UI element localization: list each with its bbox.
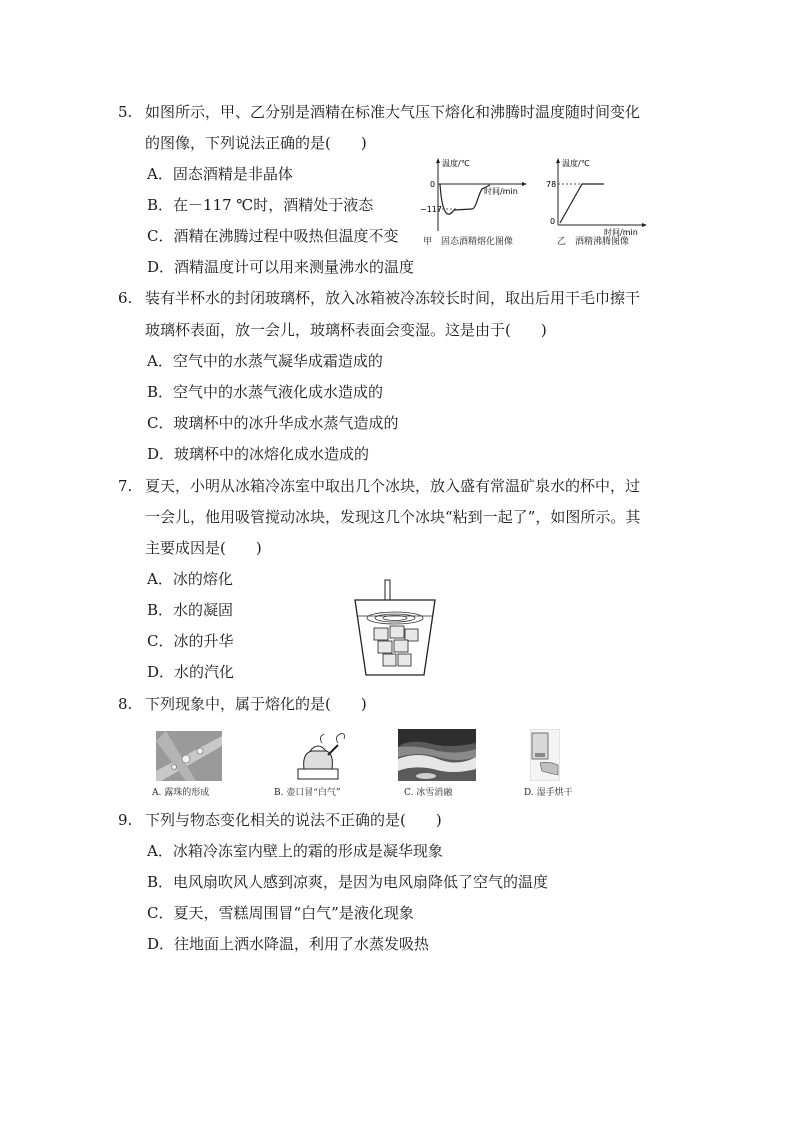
y-axis-label: 温度/℃ [562, 159, 590, 168]
option-d: D．往地面上洒水降温，利用了水蒸发吸热 [147, 935, 430, 953]
question-text-line: 的图像，下列说法正确的是( ) [145, 134, 367, 152]
x-axis-label: 时间/min [484, 187, 518, 196]
x-axis-arrow [522, 182, 527, 186]
option-b: B．在－117 ℃时，酒精处于液态 [147, 196, 374, 214]
stove [298, 769, 338, 779]
y-axis-label: 温度/℃ [442, 159, 470, 168]
steam [336, 734, 344, 743]
hand-dryer-photo [530, 729, 560, 781]
ice-cube [394, 640, 408, 652]
option-c: C．酒精在沸腾过程中吸热但温度不变 [147, 227, 399, 245]
option-b: B．水的凝固 [147, 601, 234, 619]
question-text-line: 下列现象中，属于熔化的是( ) [145, 695, 367, 713]
y-axis-arrow [556, 158, 560, 163]
melting-graph [420, 155, 530, 237]
cup-illustration [350, 578, 440, 678]
question-number: 6. [118, 289, 133, 307]
snow-patch [416, 773, 436, 779]
tick-label: 0 [430, 180, 436, 189]
y-axis-arrow [436, 158, 440, 163]
option-b: B．空气中的水蒸气液化成水造成的 [147, 383, 384, 401]
option-caption-c: C. 冰雪消融 [404, 788, 453, 798]
question-text-line: 主要成因是( ) [145, 539, 262, 557]
boiling-graph [540, 155, 650, 237]
question-number: 5. [118, 103, 133, 121]
ice-cube [374, 628, 388, 640]
steam [320, 734, 324, 743]
option-b: B．电风扇吹风人感到凉爽，是因为电风扇降低了空气的温度 [147, 873, 549, 891]
ice-cube [378, 641, 392, 653]
melting-curve [440, 184, 490, 214]
question-number: 9. [118, 811, 133, 829]
snow-photo [398, 729, 476, 781]
option-a: A．固态酒精是非晶体 [147, 165, 293, 183]
option-a: A．冰的熔化 [147, 570, 233, 588]
tick-label: 0 [550, 217, 556, 226]
tick-label: −117 [420, 205, 442, 214]
question-number: 8. [118, 695, 133, 713]
ice-cube [383, 654, 396, 666]
question-number: 7. [118, 477, 133, 495]
tick-label: 78 [546, 180, 557, 189]
option-a: A．冰箱冷冻室内壁上的霜的形成是凝华现象 [147, 842, 443, 860]
option-caption-a: A. 露珠的形成 [152, 788, 210, 798]
question-text-line: 如图所示，甲、乙分别是酒精在标准大气压下熔化和沸腾时温度随时间变化 [145, 103, 641, 121]
kettle-illustration [292, 731, 348, 781]
ice-cube [398, 654, 411, 666]
question-text-line: 装有半杯水的封闭玻璃杯，放入冰箱被冷冻较长时间，取出后用干毛巾擦干 [145, 289, 641, 307]
option-caption-d: D. 湿手烘干 [524, 788, 573, 798]
ice-cube [405, 629, 418, 641]
dew-photo [156, 731, 222, 781]
x-axis-label: 时间/min [604, 228, 638, 237]
kettle-spout [328, 745, 338, 755]
option-d: D．水的汽化 [147, 663, 235, 681]
option-d: D．玻璃杯中的冰熔化成水造成的 [147, 445, 370, 463]
ice-cube [390, 626, 404, 638]
figure-caption: 甲 固态酒精熔化图像 [423, 237, 514, 247]
option-c: C．玻璃杯中的冰升华成水蒸气造成的 [147, 414, 399, 432]
question-text-line: 夏天，小明从冰箱冷冻室中取出几个冰块，放入盛有常温矿泉水的杯中，过 [145, 477, 641, 495]
dryer-outlet [535, 753, 545, 757]
figure-caption: 乙 酒精沸腾图像 [557, 237, 630, 247]
question-text-line: 一会儿，他用吸管搅动冰块，发现这几个冰块“粘到一起了”，如图所示。其 [145, 508, 641, 526]
question-text-line: 下列与物态变化相关的说法不正确的是( ) [145, 811, 442, 829]
option-c: C．冰的升华 [147, 632, 234, 650]
boiling-curve [560, 184, 604, 223]
option-c: C．夏天，雪糕周围冒“白气”是液化现象 [147, 904, 414, 922]
x-axis-arrow [642, 223, 647, 227]
option-d: D．酒精温度计可以用来测量沸水的温度 [147, 258, 415, 276]
dew-drop [182, 755, 190, 763]
dew-drop [197, 748, 203, 754]
question-text-line: 玻璃杯表面，放一会儿，玻璃杯表面会变湿。这是由于( ) [145, 321, 547, 339]
option-a: A．空气中的水蒸气凝华成霜造成的 [147, 352, 383, 370]
option-caption-b: B. 壶口冒“白气” [274, 788, 341, 798]
dew-drop [172, 765, 177, 770]
kettle-handle [310, 746, 326, 751]
